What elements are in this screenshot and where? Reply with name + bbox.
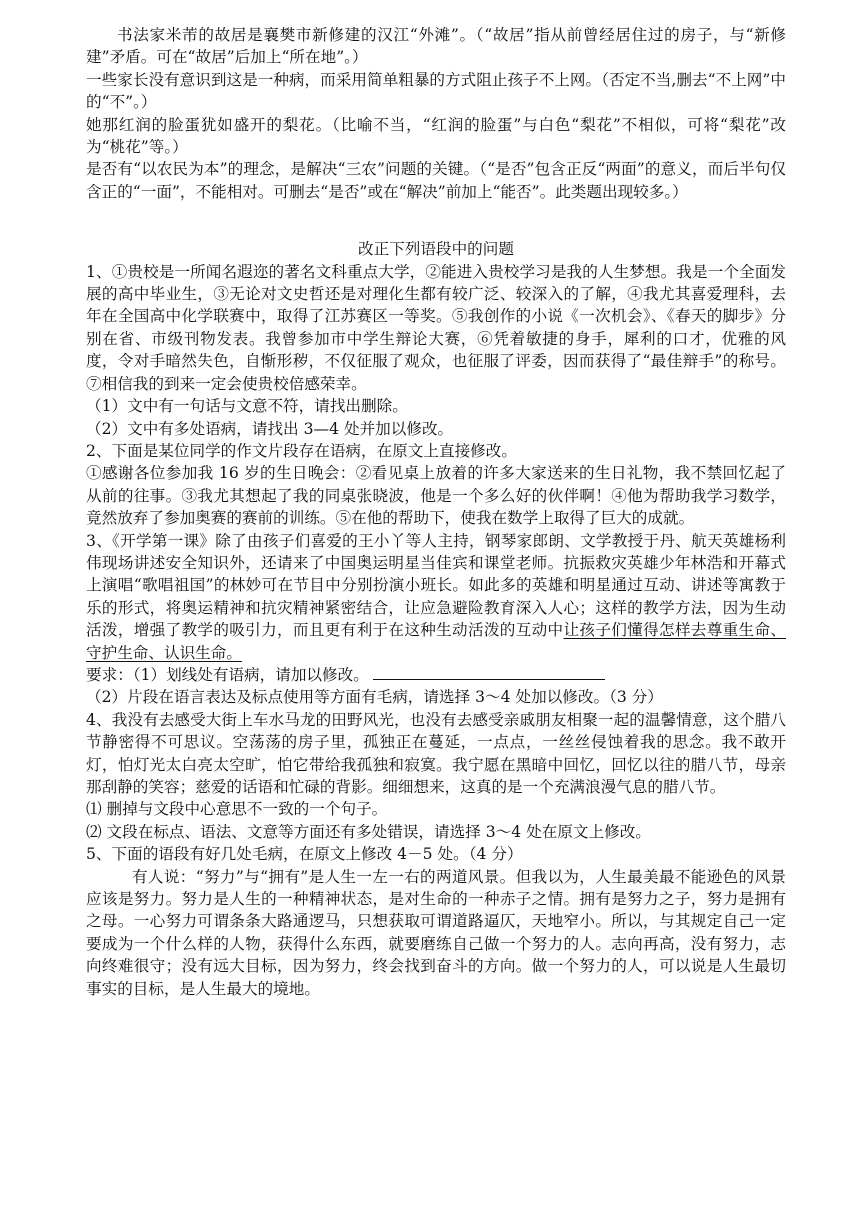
question-3-main: 3、《开学第一课》除了由孩子们喜爱的王小丫等人主持，钢琴家郎朗、文学教授于丹、航天英雄杨利伟现场讲述安全知识外，还请来了中国奥运明星当佳宾和课堂老师。抗振救灾英雄少年林浩和开幕式上演唱“歌唱祖国”的林妙可在节目中分别扮演小班长。如此多的英雄和明星通过互动、讲述等寓教于乐的形式，将奥运精神和抗灾精神紧密结合，让应急避险教育深入人心；这样的教学方法，因为生动活泼，增强了教学的吸引力，而且更有利于在这种生动活泼的互动中: [86, 531, 786, 640]
section-spacer: [86, 203, 786, 238]
document-page: [86, 24, 786, 1000]
question-5-text: 5、下面的语段有好几处毛病，在原文上修改 4－5 处。（4 分）: [86, 845, 523, 864]
question-1-text: 1、①贵校是一所闻名遐迩的著名文科重点大学，②能进入贵校学习是我的人生梦想。我是一个全面发展的高中毕业生，③无论对文史哲还是对理化生都有较广泛、较深入的了解，④我尤其喜爱理科，去年在全国高中化学联赛中，取得了江苏赛区一等奖。⑤我创作的小说《一次机会》、《春天的脚步》分别在省、市级刊物发表。我曾参加市中学生辩论大赛，⑥凭着敏捷的身手，犀利的口才，优雅的风度，令对手暗然失色，自惭形秽，不仅征服了观众，也征服了评委，因而获得了“最佳辩手”的称号。⑦相信我的到来一定会使贵校倍感荣幸。: [86, 262, 786, 393]
question-4-sub-2: ⑵ 文段在标点、语法、文意等方面还有多处错误，请选择 3～4 处在原文上修改。: [86, 822, 651, 841]
question-3-requirement-1-text: 要求：（1）划线处有语病，请加以修改。: [86, 665, 369, 684]
answer-blank-line[interactable]: [373, 664, 605, 680]
question-1-sub-2: （2）文中有多处语病，请找出 3—4 处并加以修改。: [86, 419, 454, 438]
question-3-text: [86, 530, 786, 664]
question-3-underlined: 让孩子们懂得怎样去尊重生命、守护生命、认识生命。: [86, 621, 786, 662]
question-3-requirement-1: [86, 664, 786, 686]
question-2-body: ①感谢各位参加我 16 岁的生日晚会：②看见桌上放着的许多大家送来的生日礼物，我不禁回忆起了从前的往事。③我尤其想起了我的同桌张晓波，他是一个多么好的伙伴啊！④他为帮助我学习数学，竟然放弃了参加奥赛的赛前的训练。⑤在他的帮助下，使我在数学上取得了巨大的成就。: [86, 464, 786, 528]
question-2-text: 2、下面是某位同学的作文片段存在语病，在原文上直接修改。: [86, 441, 517, 460]
question-1-sub-1: （1）文中有一句话与文意不符，请找出删除。: [86, 397, 408, 416]
question-5-body: 有人说：“努力”与“拥有”是人生一左一右的两道风景。但我以为，人生最美最不能逊色的风景应该是努力。努力是人生的一种精神状态，是对生命的一种赤子之情。拥有是努力之子，努力是拥有之母。一心努力可谓条条大路通逻马，只想获取可谓道路逼仄，天地窄小。所以，与其规定自己一定要成为一个什么样的人物，获得什么东西，就要磨练自己做一个努力的人。志向再高，没有努力，志向终难很守；没有远大目标，因为努力，终会找到奋斗的方向。做一个努力的人，可以说是人生最切事实的目标，是人生最大的境地。: [86, 867, 786, 998]
question-4-text: 4、我没有去感受大街上车水马龙的田野风光，也没有去感受亲戚朋友相聚一起的温馨情意，这个腊八节静密得不可思议。空荡荡的房子里，孤独正在蔓延，一点点，一丝丝侵蚀着我的思念。我不敢开灯，怕灯光太白亮太空旷，怕它带给我孤独和寂寞。我宁愿在黑暗中回忆，回忆以往的腊八节，母亲那刮静的笑容；慈爱的话语和忙碌的背影。细细想来，这真的是一个充满浪漫气息的腊八节。: [86, 710, 786, 796]
question-3-requirement-2: （2）片段在语言表达及标点使用等方面有毛病，请选择 3～4 处加以修改。（3 分）: [86, 688, 663, 707]
question-4-sub-1: ⑴ 删掉与文段中心意思不一致的一个句子。: [86, 800, 388, 819]
intro-example-3: 她那红润的脸蛋犹如盛开的梨花。（比喻不当，“红润的脸蛋”与白色“梨花”不相似，可将“梨花”改为“桃花”等。）: [86, 115, 786, 157]
intro-example-2: 一些家长没有意识到这是一种病，而采用简单粗暴的方式阻止孩子不上网。（否定不当,删去“不上网”中的“不”。）: [86, 70, 786, 112]
intro-example-1: 书法家米芾的故居是襄樊市新修建的汉江“外滩”。（“故居”指从前曾经居住过的房子，与“新修建”矛盾。可在“故居”后加上“所在地”。）: [86, 26, 786, 67]
section-title: 改正下列语段中的问题: [358, 240, 514, 259]
intro-example-4: 是否有“以农民为本”的理念，是解决“三农”问题的关键。（“是否”包含正反“两面”的意义，而后半句仅含正的“一面”，不能相对。可删去“是否”或在“解决”前加上“能否”。此类题出现较多。）: [86, 160, 786, 201]
